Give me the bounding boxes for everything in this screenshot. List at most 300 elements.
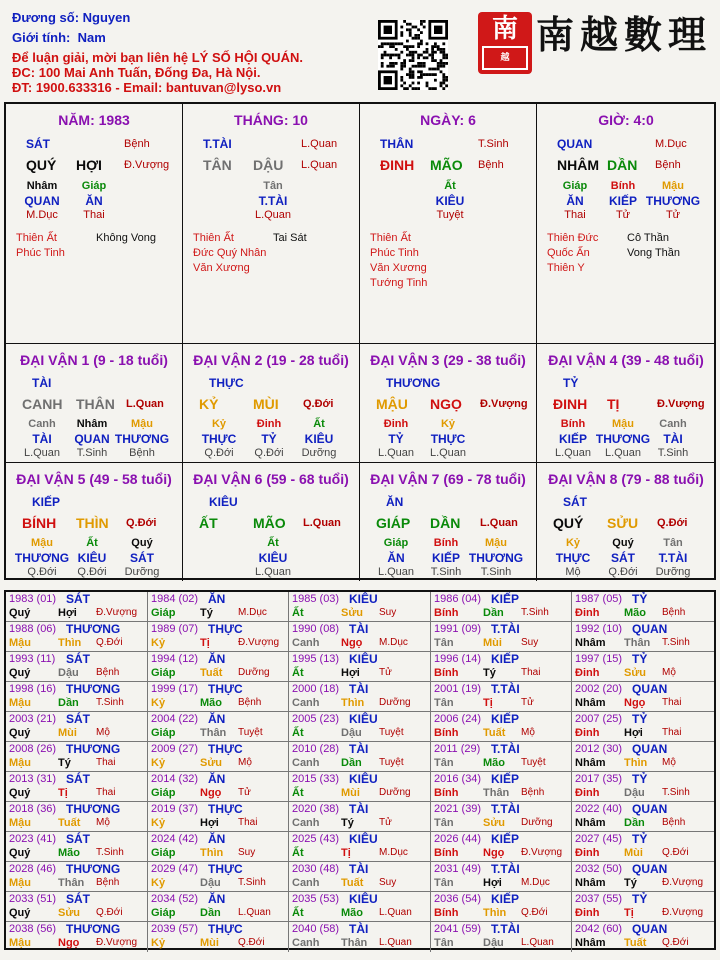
luck-stem: MẬU	[376, 396, 408, 412]
year-label: 2030 (48)	[292, 863, 340, 875]
year-growth-stage: Bệnh	[96, 877, 120, 888]
hidden-stem: Giáp	[562, 180, 588, 192]
year-cell[interactable]	[572, 712, 714, 742]
hidden-stem: Giáp	[383, 537, 409, 549]
year-stem: Bính	[434, 847, 459, 859]
year-label: 1997 (15)	[575, 653, 623, 665]
year-growth-stage: Suy	[379, 607, 397, 618]
year-label: 2037 (55)	[575, 893, 623, 905]
year-label: 2038 (56)	[9, 923, 57, 935]
year-label: 2019 (37)	[151, 803, 199, 815]
year-label: 1995 (13)	[292, 653, 340, 665]
year-cell[interactable]	[6, 712, 148, 742]
year-cell[interactable]	[148, 832, 289, 862]
auspicious-star: Văn Xương	[193, 262, 250, 274]
year-branch: Hợi	[341, 667, 360, 679]
address-line: ĐC: 100 Mai Anh Tuấn, Đống Đa, Hà Nội.	[12, 65, 261, 80]
hidden-stem: Bính	[610, 180, 636, 192]
hidden-growth-stage: L.Quan	[554, 447, 592, 459]
contact-line: Để luận giải, mời bạn liên hệ LÝ SỐ HỘI QUÁN.	[12, 50, 303, 65]
year-label: 1996 (14)	[434, 653, 482, 665]
year-cell[interactable]	[572, 892, 714, 922]
year-ten-god: T.TÀI	[491, 802, 520, 816]
year-cell[interactable]	[572, 772, 714, 802]
year-label: 1991 (09)	[434, 623, 482, 635]
year-branch: Dần	[200, 907, 221, 919]
pillar-stem: NHÂM	[557, 157, 599, 173]
year-ten-god: T.TÀI	[491, 742, 520, 756]
seal-top-char: 南	[491, 14, 518, 44]
year-stem: Quý	[9, 727, 31, 739]
year-cell[interactable]	[572, 802, 714, 832]
hidden-stem: Tân	[263, 180, 283, 192]
year-branch: Hợi	[58, 607, 77, 619]
year-cell[interactable]	[431, 832, 572, 862]
hidden-growth-stage: Dưỡng	[124, 566, 160, 578]
hidden-stem: Mậu	[31, 537, 53, 549]
year-branch: Tuất	[58, 817, 81, 829]
year-cell[interactable]	[289, 622, 431, 652]
year-growth-stage: Mộ	[662, 667, 676, 678]
year-cell[interactable]	[148, 712, 289, 742]
year-cell[interactable]	[289, 682, 431, 712]
year-stem: Ất	[292, 787, 304, 799]
hidden-stem: Bính	[433, 537, 459, 549]
year-ten-god: SÁT	[66, 652, 90, 666]
year-ten-god: THƯƠNG	[66, 622, 121, 636]
year-growth-stage: Mộ	[238, 757, 252, 768]
year-growth-stage: Dưỡng	[379, 787, 411, 798]
year-stem: Kỷ	[151, 757, 166, 769]
year-label: 1993 (11)	[9, 653, 56, 665]
year-branch: Hợi	[624, 727, 643, 739]
qr-code-icon[interactable]	[378, 20, 448, 90]
year-branch: Ngọ	[624, 697, 646, 709]
year-ten-god: KIÊU	[349, 892, 378, 906]
year-branch: Mão	[341, 907, 363, 919]
pillar-title: NĂM: 1983	[58, 112, 130, 128]
year-branch: Tị	[341, 847, 351, 859]
year-branch: Hợi	[200, 817, 219, 829]
hidden-growth-stage: L.Quan	[429, 447, 467, 459]
year-growth-stage: Bệnh	[521, 787, 545, 798]
year-cell[interactable]	[289, 742, 431, 772]
hidden-ten-god: KIẾP	[608, 194, 638, 208]
year-cell[interactable]	[148, 802, 289, 832]
year-label: 1988 (06)	[9, 623, 57, 635]
year-label: 1998 (16)	[9, 683, 57, 695]
year-cell[interactable]	[431, 742, 572, 772]
year-cell[interactable]	[572, 742, 714, 772]
year-label: 2010 (28)	[292, 743, 340, 755]
year-stem: Mậu	[9, 757, 31, 769]
seal-logo	[478, 12, 532, 74]
hidden-ten-god: THƯƠNG	[645, 194, 701, 208]
pillars-grid	[4, 102, 716, 580]
year-stem: Mậu	[9, 817, 31, 829]
year-cell[interactable]	[148, 622, 289, 652]
year-stem: Giáp	[151, 787, 176, 799]
year-cell[interactable]	[572, 682, 714, 712]
year-label: 2036 (54)	[434, 893, 482, 905]
year-stem: Giáp	[151, 907, 176, 919]
luck-stem: KỶ	[199, 396, 219, 412]
year-cell[interactable]	[289, 712, 431, 742]
hidden-stem: Ất	[267, 537, 279, 549]
year-branch: Thân	[624, 637, 651, 649]
year-cell[interactable]	[148, 772, 289, 802]
pillar-title: THÁNG: 10	[234, 112, 308, 128]
year-label: 2033 (51)	[9, 893, 57, 905]
year-branch: Mão	[200, 697, 222, 709]
year-label: 1989 (07)	[151, 623, 199, 635]
year-cell[interactable]	[431, 802, 572, 832]
year-growth-stage: Tử	[379, 817, 392, 828]
luck-branch: THÂN	[76, 396, 115, 412]
year-growth-stage: Bệnh	[662, 817, 686, 828]
luck-branch-state: Q.Đới	[126, 517, 157, 529]
pillar-ten-god-state: L.Quan	[301, 138, 338, 150]
year-growth-stage: Thai	[96, 787, 116, 798]
year-growth-stage: Tử	[379, 667, 392, 678]
year-label: 2013 (31)	[9, 773, 57, 785]
year-branch: Tị	[58, 787, 68, 799]
year-label: 2031 (49)	[434, 863, 482, 875]
year-branch: Dần	[483, 607, 504, 619]
luck-period-cell	[537, 463, 715, 581]
hidden-ten-god: TỶ	[261, 432, 277, 446]
year-stem: Bính	[434, 667, 459, 679]
year-growth-stage: Dưỡng	[379, 697, 411, 708]
year-branch: Sửu	[200, 757, 223, 769]
gender-label: Giới tính:	[12, 30, 71, 45]
hidden-stem: Bính	[560, 418, 586, 430]
year-stem: Canh	[292, 937, 320, 949]
year-cell[interactable]	[431, 772, 572, 802]
year-growth-stage: Tuyệt	[379, 757, 404, 768]
year-ten-god: T.TÀI	[491, 862, 520, 876]
year-cell[interactable]	[431, 682, 572, 712]
year-branch: Ngọ	[200, 787, 222, 799]
year-ten-god: ĂN	[208, 892, 226, 906]
year-stem: Đinh	[575, 607, 600, 619]
year-label: 2005 (23)	[292, 713, 340, 725]
luck-branch: TỊ	[607, 396, 620, 412]
pillar-ten-god: T.TÀI	[203, 137, 232, 151]
year-stem: Đinh	[575, 727, 600, 739]
year-branch: Tý	[58, 757, 71, 769]
year-label: 2026 (44)	[434, 833, 482, 845]
year-growth-stage: Đ.Vượng	[662, 907, 704, 918]
year-label: 2006 (24)	[434, 713, 482, 725]
hidden-growth-stage: Dưỡng	[301, 447, 337, 459]
year-label: 1994 (12)	[151, 653, 199, 665]
year-stem: Bính	[434, 727, 459, 739]
year-growth-stage: Suy	[379, 877, 397, 888]
luck-branch: NGỌ	[430, 396, 462, 412]
year-stem: Kỷ	[151, 877, 166, 889]
year-branch: Tuất	[483, 727, 506, 739]
year-growth-stage: Bệnh	[662, 607, 686, 618]
luck-stem: ĐINH	[553, 396, 588, 412]
year-growth-stage: Tuyệt	[238, 727, 263, 738]
year-ten-god: T.TÀI	[491, 682, 520, 696]
year-growth-stage: Tuyệt	[521, 757, 546, 768]
year-ten-god: KIÊU	[349, 772, 378, 786]
year-growth-stage: Dưỡng	[521, 817, 553, 828]
year-ten-god: THỰC	[208, 682, 243, 696]
pillar-branch-state: L.Quan	[301, 159, 338, 171]
year-cell[interactable]	[289, 922, 431, 952]
year-ten-god: THỰC	[208, 742, 243, 756]
year-cell[interactable]	[148, 862, 289, 892]
year-label: 2035 (53)	[292, 893, 340, 905]
year-ten-god: TỶ	[632, 832, 648, 846]
year-stem: Bính	[434, 907, 459, 919]
year-cell[interactable]	[6, 652, 148, 682]
hidden-growth-stage: Q.Đới	[77, 566, 107, 578]
hidden-stem: Quý	[131, 537, 153, 549]
hidden-ten-god: ĂN	[387, 551, 405, 565]
year-ten-god: THƯƠNG	[66, 922, 121, 936]
year-branch: Tuất	[200, 667, 223, 679]
year-cell[interactable]	[148, 592, 289, 622]
pillar-cell	[183, 104, 360, 344]
year-cell[interactable]	[431, 652, 572, 682]
year-cell[interactable]	[6, 892, 148, 922]
hidden-stem: Mậu	[485, 537, 507, 549]
luck-period-cell	[6, 344, 183, 463]
seal-bottom-char: 越	[482, 46, 528, 70]
year-cell[interactable]	[148, 742, 289, 772]
year-ten-god: ĂN	[208, 652, 226, 666]
year-branch: Thìn	[341, 697, 365, 709]
year-stem: Quý	[9, 667, 31, 679]
year-cell[interactable]	[6, 922, 148, 952]
year-branch: Thân	[58, 877, 85, 889]
year-branch: Thân	[483, 787, 510, 799]
year-cell[interactable]	[572, 652, 714, 682]
year-label: 2020 (38)	[292, 803, 340, 815]
year-branch: Mùi	[200, 937, 219, 949]
pillar-branch: DẬU	[253, 157, 284, 173]
year-stem: Canh	[292, 697, 320, 709]
year-cell[interactable]	[431, 922, 572, 952]
year-cell[interactable]	[148, 892, 289, 922]
auspicious-star: Văn Xương	[370, 262, 427, 274]
year-ten-god: KIẾP	[491, 772, 520, 786]
year-cell[interactable]	[148, 922, 289, 952]
year-cell[interactable]	[431, 892, 572, 922]
year-stem: Quý	[9, 787, 31, 799]
hidden-growth-stage: Bệnh	[129, 447, 155, 459]
hidden-ten-god: THỰC	[430, 432, 466, 446]
year-stem: Quý	[9, 847, 31, 859]
auspicious-star: Phúc Tinh	[370, 247, 419, 259]
year-cell[interactable]	[6, 622, 148, 652]
year-growth-stage: T.Sinh	[521, 607, 549, 618]
year-cell[interactable]	[572, 622, 714, 652]
year-label: 2016 (34)	[434, 773, 482, 785]
year-label: 2004 (22)	[151, 713, 199, 725]
year-cell[interactable]	[431, 622, 572, 652]
year-cell[interactable]	[289, 772, 431, 802]
hidden-ten-god: ĂN	[85, 194, 103, 208]
year-stem: Tân	[434, 937, 454, 949]
hidden-growth-stage: T.Sinh	[430, 566, 462, 578]
luck-stem: BÍNH	[22, 515, 57, 531]
year-cell[interactable]	[148, 682, 289, 712]
luck-branch-state: L.Quan	[126, 398, 164, 410]
year-branch: Sửu	[483, 817, 506, 829]
year-stem: Mậu	[9, 697, 31, 709]
year-cell[interactable]	[6, 742, 148, 772]
year-cell[interactable]	[6, 862, 148, 892]
hidden-stem: Kỷ	[565, 537, 581, 549]
year-cell[interactable]	[6, 592, 148, 622]
hidden-stem: Mậu	[662, 180, 684, 192]
year-branch: Mùi	[58, 727, 77, 739]
year-cell[interactable]	[289, 802, 431, 832]
luck-ten-god: THỰC	[209, 376, 244, 390]
luck-ten-god: TỶ	[563, 376, 579, 390]
luck-branch-state: L.Quan	[303, 517, 341, 529]
year-cell[interactable]	[431, 592, 572, 622]
hidden-ten-god: QUAN	[24, 194, 60, 208]
luck-stem: QUÝ	[553, 515, 584, 531]
year-stem: Mậu	[9, 877, 31, 889]
hidden-ten-god: KIÊU	[258, 551, 288, 565]
hidden-ten-god: T.TÀI	[658, 551, 688, 565]
pillar-branch: HỢI	[76, 157, 102, 173]
year-label: 2008 (26)	[9, 743, 57, 755]
year-stem: Canh	[292, 757, 320, 769]
year-cell[interactable]	[431, 862, 572, 892]
year-cell[interactable]	[6, 802, 148, 832]
year-branch: Tý	[200, 607, 213, 619]
year-branch: Mão	[58, 847, 80, 859]
luck-period-title: ĐẠI VẬN 6 (59 - 68 tuổi)	[193, 471, 349, 487]
hidden-ten-god: THỰC	[201, 432, 237, 446]
hidden-ten-god: THƯƠNG	[468, 551, 524, 565]
year-cell[interactable]	[572, 832, 714, 862]
luck-period-cell	[183, 463, 360, 581]
hidden-stem: Đinh	[383, 418, 409, 430]
hidden-stem: Canh	[28, 418, 56, 430]
year-cell[interactable]	[148, 652, 289, 682]
year-label: 2023 (41)	[9, 833, 57, 845]
year-cell[interactable]	[289, 832, 431, 862]
year-ten-god: THỰC	[208, 802, 243, 816]
year-label: 1990 (08)	[292, 623, 340, 635]
year-growth-stage: Tử	[521, 697, 534, 708]
year-cell[interactable]	[6, 832, 148, 862]
hidden-ten-god: THỰC	[555, 551, 591, 565]
year-ten-god: SÁT	[66, 892, 90, 906]
year-growth-stage: Q.Đới	[662, 847, 689, 858]
hidden-stem: Ất	[313, 418, 325, 430]
brand-title: 南越數理	[536, 12, 713, 57]
year-stem: Nhâm	[575, 697, 606, 709]
pillar-cell	[6, 104, 183, 344]
hidden-stem: Giáp	[81, 180, 107, 192]
year-stem: Canh	[292, 877, 320, 889]
year-growth-stage: Suy	[238, 847, 256, 858]
luck-branch: MÙI	[253, 396, 279, 412]
year-branch: Ngọ	[58, 937, 80, 949]
year-label: 2022 (40)	[575, 803, 623, 815]
year-cell[interactable]	[289, 892, 431, 922]
hidden-growth-stage: M.Dục	[26, 209, 58, 221]
year-ten-god: KIẾP	[491, 712, 520, 726]
year-cell[interactable]	[572, 592, 714, 622]
hidden-stem: Nhâm	[26, 180, 58, 192]
year-label: 2001 (19)	[434, 683, 482, 695]
year-cell[interactable]	[6, 772, 148, 802]
year-ten-god: THỰC	[208, 922, 243, 936]
year-cell[interactable]	[572, 862, 714, 892]
hidden-stem: Quý	[612, 537, 634, 549]
year-branch: Thìn	[483, 907, 507, 919]
year-stem: Đinh	[575, 787, 600, 799]
pillar-ten-god-state: T.Sinh	[478, 138, 509, 150]
year-cell[interactable]	[289, 592, 431, 622]
year-cell[interactable]	[572, 922, 714, 952]
auspicious-star: Thiên Y	[547, 262, 585, 274]
luck-stem: CANH	[22, 396, 63, 412]
year-branch: Tý	[483, 667, 496, 679]
year-cell[interactable]	[289, 862, 431, 892]
year-ten-god: TÀI	[349, 862, 369, 876]
hidden-growth-stage: Q.Đới	[27, 566, 57, 578]
pillar-stem: ĐINH	[380, 157, 415, 173]
hidden-stem: Canh	[659, 418, 687, 430]
year-cell[interactable]	[431, 712, 572, 742]
year-label: 2009 (27)	[151, 743, 199, 755]
hidden-ten-god: TÀI	[663, 432, 683, 446]
year-stem: Nhâm	[575, 637, 606, 649]
year-branch: Dần	[624, 817, 645, 829]
hidden-ten-god: KIÊU	[304, 432, 334, 446]
pillar-branch: DẦN	[607, 157, 638, 173]
luck-period-cell	[537, 344, 715, 463]
year-ten-god: TÀI	[349, 922, 369, 936]
luck-period-title: ĐẠI VẬN 7 (69 - 78 tuổi)	[370, 471, 526, 487]
pillar-cell	[360, 104, 537, 344]
hidden-stem: Kỷ	[440, 418, 456, 430]
year-branch: Mùi	[341, 787, 360, 799]
auspicious-star: Phúc Tinh	[16, 247, 65, 259]
hidden-stem: Mậu	[612, 418, 634, 430]
year-growth-stage: L.Quan	[379, 937, 412, 948]
year-label: 2000 (18)	[292, 683, 340, 695]
luck-period-cell	[183, 344, 360, 463]
phone-email-line[interactable]: ĐT: 1900.633316 - Email: bantuvan@lyso.vn	[12, 80, 282, 95]
year-cell[interactable]	[289, 652, 431, 682]
hidden-ten-god: ĂN	[566, 194, 584, 208]
year-ten-god: THƯƠNG	[66, 862, 121, 876]
year-ten-god: TÀI	[349, 742, 369, 756]
year-branch: Sửu	[341, 607, 364, 619]
year-growth-stage: Mộ	[96, 817, 110, 828]
year-growth-stage: Tử	[238, 787, 251, 798]
year-cell[interactable]	[6, 682, 148, 712]
year-stem: Kỷ	[151, 637, 166, 649]
year-ten-god: ĂN	[208, 772, 226, 786]
year-growth-stage: Đ.Vượng	[238, 637, 280, 648]
hidden-growth-stage: Mộ	[565, 566, 581, 578]
year-growth-stage: L.Quan	[521, 937, 554, 948]
